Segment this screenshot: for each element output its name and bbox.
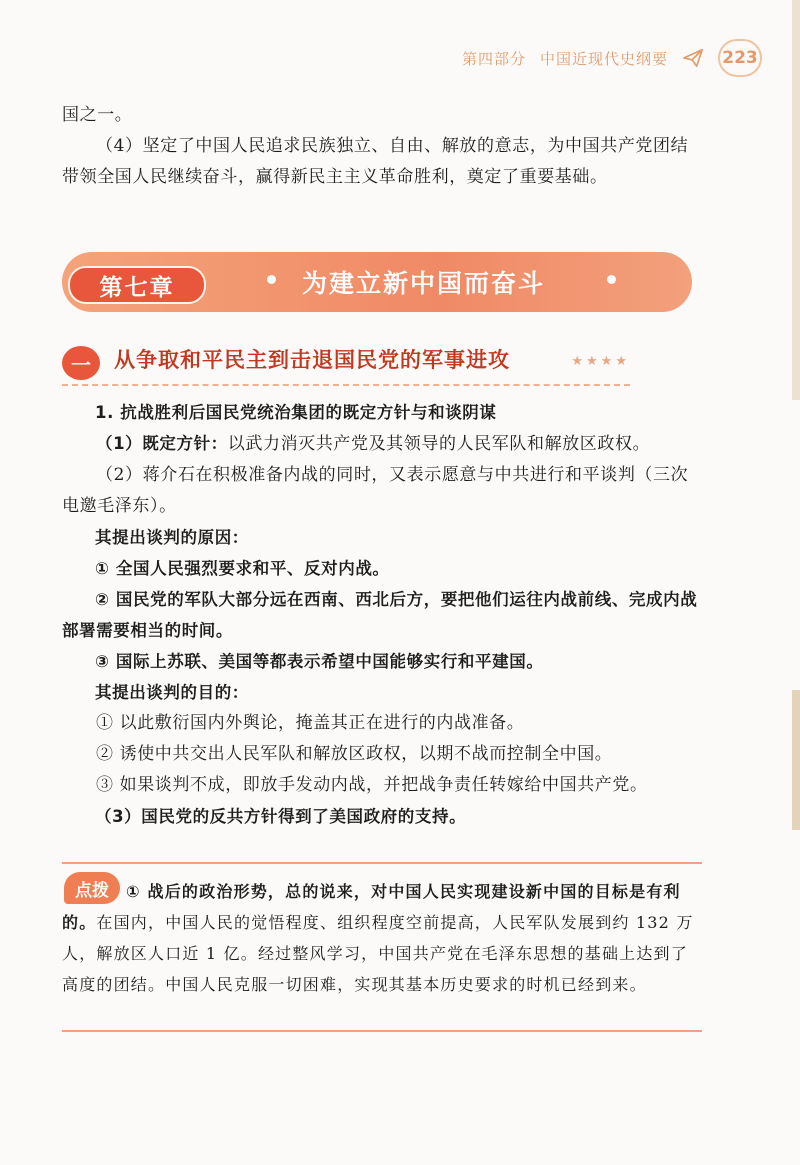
section-title: 从争取和平民主到击退国民党的军事进攻 bbox=[114, 348, 510, 372]
chapter-banner bbox=[62, 252, 692, 312]
page-edge-shadow bbox=[792, 690, 800, 830]
body-content bbox=[62, 397, 702, 832]
paper-plane-icon bbox=[682, 47, 704, 69]
header-part: 第四部分 bbox=[461, 49, 526, 68]
subheading-1: 1. 抗战胜利后国民党统治集团的既定方针与和谈阴谋 bbox=[95, 403, 497, 422]
paragraph-1 bbox=[62, 428, 702, 460]
running-header bbox=[462, 40, 762, 76]
tip-body-text: 在国内，中国人民的觉悟程度、组织程度空前提高，人民军队发展到约 132 万人，解放区人口近 1 亿。经过整风学习，中国共产党在毛泽东思想的基础上达到了高度的团结。中国人民克服一切困难，实现其基本历史要求的时机已经到来。 bbox=[62, 913, 694, 994]
reasons-title: 其提出谈判的原因： bbox=[95, 528, 249, 547]
paragraph-3: （3）国民党的反共方针得到了美国政府的支持。 bbox=[95, 807, 467, 826]
purpose-1: ① 以此敷衍国内外舆论，掩盖其正在进行的内战准备。 bbox=[96, 713, 525, 733]
tip-top-rule bbox=[62, 862, 702, 864]
paragraph-1-text: 以武力消灭共产党及其领导的人民军队和解放区政权。 bbox=[227, 434, 651, 454]
reason-1: ① 全国人民强烈要求和平、反对内战。 bbox=[95, 559, 390, 578]
paragraph-2: （2）蒋介石在积极准备内战的同时，又表示愿意与中共进行和平谈判（三次电邀毛泽东）。 bbox=[62, 465, 689, 516]
page-edge bbox=[792, 0, 800, 400]
banner-dot bbox=[267, 275, 276, 284]
banner-dot bbox=[607, 275, 616, 284]
purpose-2: ② 诱使中共交出人民军队和解放区政权，以期不战而控制全中国。 bbox=[96, 744, 613, 764]
intro-line: 国之一。 bbox=[62, 105, 133, 125]
importance-stars: ★★★★ bbox=[571, 354, 630, 369]
paragraph-1-label: （1）既定方针： bbox=[96, 434, 228, 453]
reason-3: ③ 国际上苏联、美国等都表示希望中国能够实行和平建国。 bbox=[95, 652, 544, 671]
chapter-title: 为建立新中国而奋斗 bbox=[302, 269, 546, 298]
purposes-title: 其提出谈判的目的： bbox=[95, 683, 249, 702]
tip-badge: 点拨 bbox=[64, 872, 120, 904]
chapter-tag: 第七章 bbox=[68, 266, 206, 304]
tip-text bbox=[62, 876, 702, 1000]
section-badge: 一 bbox=[62, 346, 100, 380]
reason-2: ② 国民党的军队大部分远在西南、西北后方，要把他们运往内战前线、完成内战部署需要相当的时间。 bbox=[62, 590, 698, 640]
tip-box bbox=[62, 862, 702, 1032]
header-book-title: 中国近现代史纲要 bbox=[539, 49, 668, 68]
section-header bbox=[62, 340, 630, 386]
tip-bold-text: ① 战后的政治形势，总的说来，对中国人民实现建设新中国的目标是有利的。 bbox=[62, 882, 681, 932]
intro-paragraph-4: （4）坚定了中国人民追求民族独立、自由、解放的意志，为中国共产党团结带领全国人民继续奋斗，赢得新民主主义革命胜利，奠定了重要基础。 bbox=[62, 136, 689, 187]
purpose-3: ③ 如果谈判不成，即放手发动内战，并把战争责任转嫁给中国共产党。 bbox=[96, 775, 648, 795]
page-number: 223 bbox=[718, 39, 762, 77]
